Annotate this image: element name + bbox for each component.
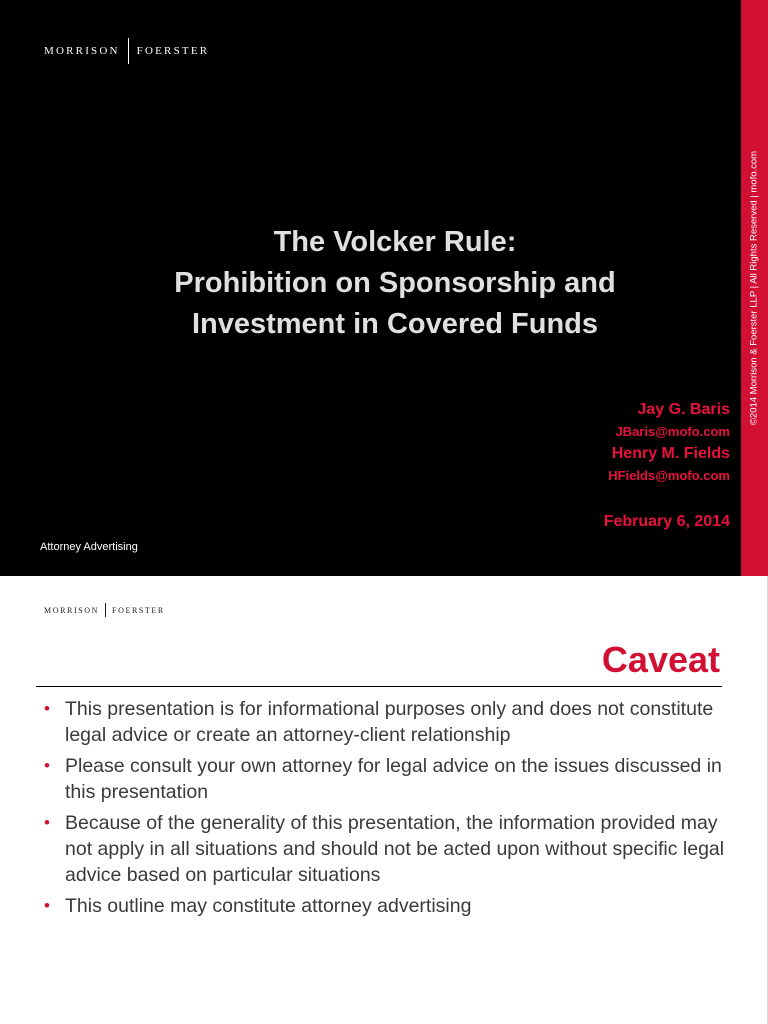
caveat-slide <box>0 576 768 1024</box>
logo-divider <box>105 603 106 617</box>
bullet-item <box>40 696 730 748</box>
bullet-dot-icon: • <box>44 896 50 915</box>
logo-divider <box>128 38 129 64</box>
morrison-foerster-logo-small <box>44 602 165 618</box>
title-line-1: The Volcker Rule: <box>273 226 517 258</box>
logo-word-right: FOERSTER <box>112 605 165 615</box>
bullet-item <box>40 893 730 919</box>
attorney-advertising-label: Attorney Advertising <box>40 541 138 553</box>
morrison-foerster-logo <box>44 38 209 64</box>
vertical-copyright: ©2014 Morrison & Foerster LLP | All Rights Reserved | mofo.com <box>748 150 760 426</box>
bullet-dot-icon: • <box>44 756 50 775</box>
presenter-block <box>604 398 730 534</box>
bullet-text: This presentation is for informational purposes only and does not constitute legal advice or create an attorney-client relationship <box>65 698 714 746</box>
presenter-name-1: Jay G. Baris <box>637 401 730 418</box>
bullet-dot-icon: • <box>44 699 50 718</box>
caveat-heading: Caveat <box>601 639 720 680</box>
caveat-bullet-list <box>40 696 730 924</box>
presentation-date: February 6, 2014 <box>603 513 730 530</box>
bullet-text: Please consult your own attorney for legal advice on the issues discussed in this presentation <box>65 755 722 803</box>
copyright-strip <box>741 0 768 576</box>
logo-word-left: MORRISON <box>44 45 120 57</box>
bullet-item <box>40 753 730 805</box>
bullet-item <box>40 810 730 888</box>
logo-word-right: FOERSTER <box>136 45 210 57</box>
presenter-name-2: Henry M. Fields <box>611 445 730 462</box>
logo-word-left: MORRISON <box>44 605 100 615</box>
bullet-text: This outline may constitute attorney advertising <box>65 895 472 917</box>
heading-divider <box>36 686 722 687</box>
title-line-3: Investment in Covered Funds <box>191 308 599 340</box>
presenter-email-2: HFields@mofo.com <box>608 468 730 483</box>
bullet-text: Because of the generality of this presentation, the information provided may not apply in all situations and should not be acted upon without specific legal advice based on particular situations <box>65 812 725 886</box>
bullet-dot-icon: • <box>44 813 50 832</box>
title-line-2: Prohibition on Sponsorship and <box>174 267 616 299</box>
presenter-email-1: JBaris@mofo.com <box>615 424 730 439</box>
slide-title <box>0 222 768 345</box>
